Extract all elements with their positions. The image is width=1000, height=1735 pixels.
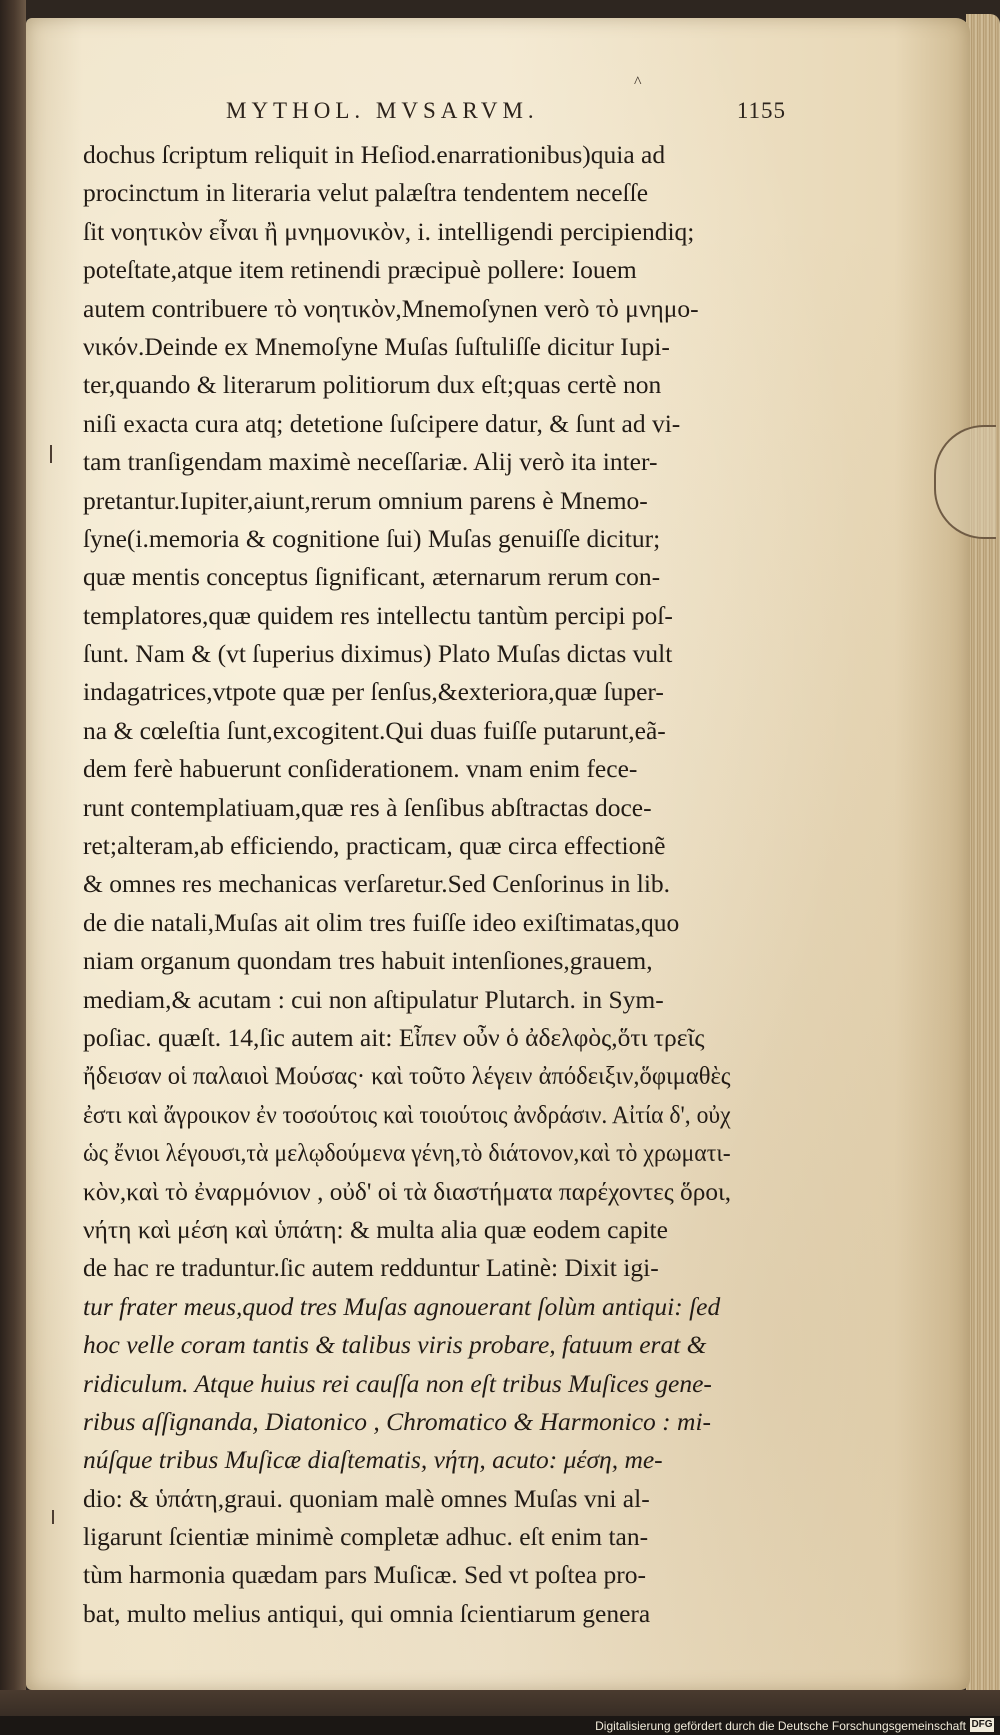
- text-line: νήτη καὶ μέση καὶ ὑπάτη: & multa alia quæ eodem capite: [83, 1214, 668, 1244]
- page-fore-edge: [966, 14, 1000, 1714]
- text-line: na & cœleſtia ſunt,excogitent.Qui duas fuiſſe putarunt,eã-: [83, 715, 666, 745]
- text-line: tam tranſigendam maximè neceſſariæ. Alij verò ita inter-: [83, 447, 658, 477]
- text-line: ſit νοητικὸν εἶναι ἢ μνημονικὸν, i. intelligendi percipiendiq;: [83, 216, 695, 246]
- italic-text-line: núſque tribus Muſicæ diaſtematis, νήτη, acuto: μέση, me-: [83, 1445, 663, 1475]
- text-line: poſiac. quæſt. 14,ſic autem ait: Εἶπεν οὖν ὁ ἀδελφὸς,ὅτι τρεῖς: [83, 1022, 705, 1052]
- text-line: ſunt. Nam & (vt ſuperius diximus) Plato Muſas dictas vult: [83, 639, 673, 669]
- margin-mark: [50, 445, 52, 463]
- text-line: dem ferè habuerunt conſiderationem. vnam enim fece-: [83, 754, 638, 784]
- text-line: ter,quando & literarum politiorum dux eſt;quas certè non: [83, 370, 662, 400]
- text-line: ſyne(i.memoria & cognitione ſui) Muſas genuiſſe dicitur;: [83, 523, 661, 553]
- page-header: [226, 98, 786, 128]
- greek-text-line: κὸν,καὶ τὸ ἐναρμόνιον , οὐδ' οἱ τὰ διαστήματα παρέχοντες ὅροι,: [83, 1176, 732, 1206]
- text-line: pretantur.Iupiter,aiunt,rerum omnium parens è Mnemo-: [83, 485, 648, 515]
- text-line: de die natali,Muſas ait olim tres fuiſſe ideo exiſtimatas,quo: [83, 907, 680, 937]
- text-line: runt contemplatiuam,quæ res à ſenſibus abſtractas doce-: [83, 792, 652, 822]
- text-line: bat, multo melius antiqui, qui omnia ſcientiarum genera: [83, 1598, 651, 1628]
- greek-text-line: ὡς ἔνιοι λέγουσι,τὰ μελῳδούμενα γένη,τὸ διάτονον,καὶ τὸ χρωματι-: [83, 1138, 731, 1168]
- text-line: procinctum in literaria velut palæſtra tendentem neceſſe: [83, 178, 649, 208]
- running-title: MYTHOL. MVSARVM.: [226, 98, 539, 123]
- text-line: νικόν.Deinde ex Mnemoſyne Muſas ſuſtuliſſe dicitur Iupi-: [83, 331, 670, 361]
- text-line: indagatrices,vtpote quæ per ſenſus,&exteriora,quæ ſuper-: [83, 677, 664, 707]
- text-line: tùm harmonia quædam pars Muſicæ. Sed vt poſtea pro-: [83, 1560, 647, 1590]
- dfg-logo: DFG: [971, 1719, 993, 1730]
- funding-note: Digitalisierung gefördert durch die Deutsche Forschungsgemeinschaft: [595, 1719, 966, 1733]
- greek-text-line: ἐστι καὶ ἄγροικον ἐν τοσούτοις καὶ τοιούτοις ἀνδράσιν. Αἰτία δ', οὐχ: [83, 1099, 731, 1129]
- page-number: 1155: [736, 98, 786, 123]
- italic-text-line: ridiculum. Atque huius rei cauſſa non eſt tribus Muſices gene-: [83, 1368, 712, 1398]
- italic-text-line: tur frater meus,quod tres Muſas agnouerant ſolùm antiqui: ſed: [83, 1291, 721, 1321]
- text-line: dio: & ὑπάτη,graui. quoniam malè omnes Muſas vni al-: [83, 1483, 650, 1513]
- text-line: templatores,quæ quidem res intellectu tantùm percipi poſ-: [83, 600, 673, 630]
- margin-mark: [52, 1510, 54, 1524]
- text-line: dochus ſcriptum reliquit in Heſiod.enarrationibus)quia ad: [83, 140, 666, 169]
- body-text: [83, 136, 731, 1633]
- text-line: ret;alteram,ab efficiendo, practicam, quæ circa effectionẽ: [83, 831, 666, 861]
- text-line: autem contribuere τὸ νοητικὸν,Mnemoſynen verò τὸ μνημο-: [83, 293, 699, 323]
- italic-text-line: hoc velle coram tantis & talibus viris probare, fatuum erat &: [83, 1330, 707, 1360]
- text-line: de hac re traduntur.ſic autem redduntur Latinè: Dixit igi-: [83, 1253, 659, 1283]
- text-line: mediam,& acutam : cui non aſtipulatur Plutarch. in Sym-: [83, 984, 664, 1014]
- text-line: niam organum quondam tres habuit intenſiones,grauem,: [83, 946, 653, 976]
- text-line: poteſtate,atque item retinendi præcipuè pollere: Iouem: [83, 255, 637, 285]
- text-line: niſi exacta cura atq; detetione ſuſcipere datur, & ſunt ad vi-: [83, 408, 681, 438]
- caret-mark: ^: [634, 74, 642, 91]
- text-line: & omnes res mechanicas verſaretur.Sed Cenſorinus in lib.: [83, 869, 671, 899]
- greek-text-line: ἤδεισαν οἱ παλαιοὶ Μούσας· καὶ τοῦτο λέγειν ἀπόδειξιν,ὅφιμαθὲς: [83, 1061, 731, 1091]
- italic-text-line: ribus aſſignanda, Diatonico , Chromatico & Harmonico : mi-: [83, 1406, 712, 1436]
- text-line: quæ mentis conceptus ſignificant, æternarum rerum con-: [83, 562, 661, 592]
- text-line: ligarunt ſcientiæ minimè completæ adhuc. eſt enim tan-: [83, 1522, 649, 1552]
- book-binding-left: [0, 0, 26, 1735]
